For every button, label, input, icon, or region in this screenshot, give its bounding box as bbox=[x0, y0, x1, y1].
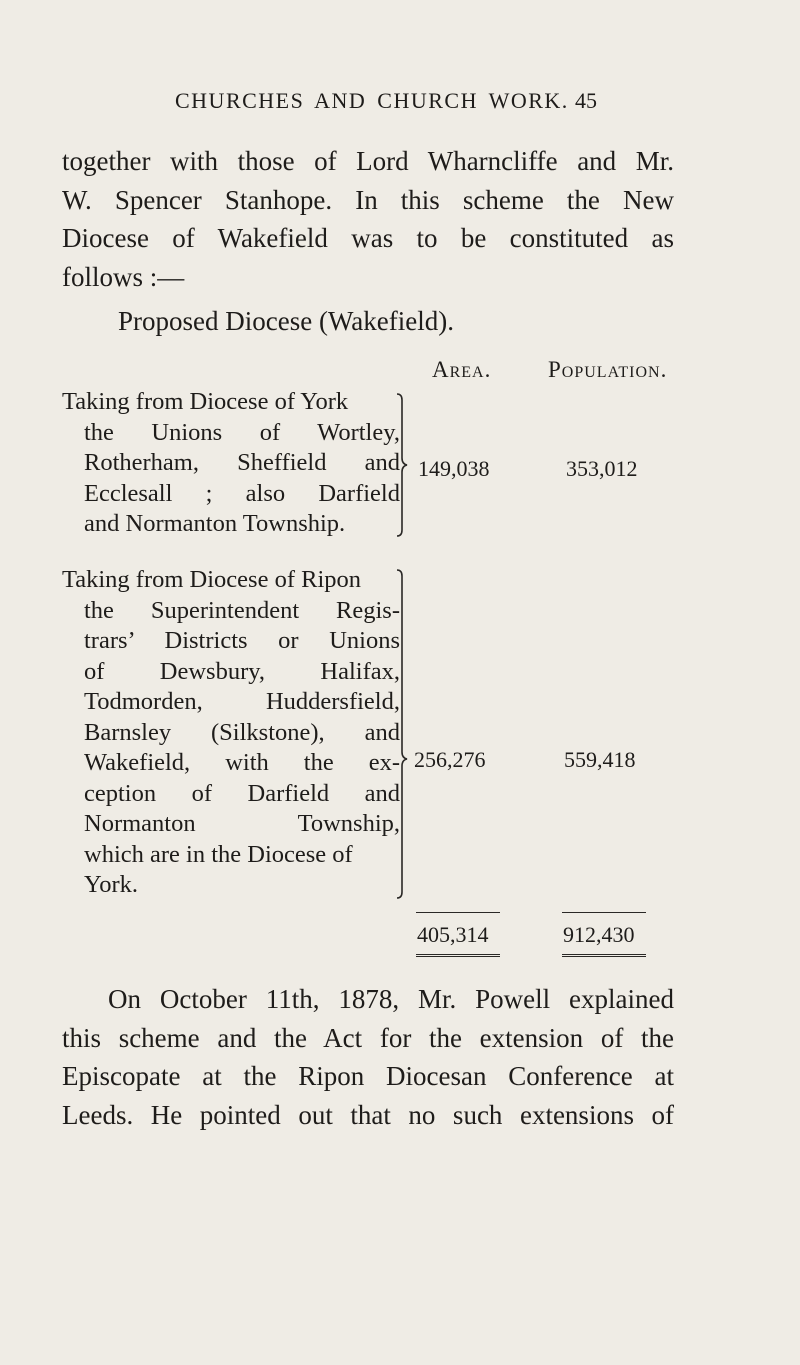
total-area: 405,314 bbox=[417, 922, 489, 947]
intro-paragraph bbox=[62, 142, 674, 296]
closing-line: Episcopate at the Ripon Diocesan Conference at bbox=[62, 1061, 674, 1091]
closing-line: Leeds. He pointed out that no such extensions of bbox=[62, 1099, 674, 1130]
row-text-line: Taking from Diocese of Ripon bbox=[62, 566, 362, 593]
row-text-line: the Unions of Wortley, bbox=[84, 418, 400, 446]
row-text-line: Barnsley (Silkstone), and bbox=[84, 718, 400, 746]
brace-ripon bbox=[394, 568, 410, 900]
row-text-line: and Normanton Township. bbox=[84, 510, 346, 537]
row-text-line: of Dewsbury, Halifax, bbox=[84, 657, 400, 685]
running-header bbox=[175, 88, 595, 114]
intro-line: Diocese of Wakefield was to be constituted as bbox=[62, 223, 674, 253]
brace-york bbox=[394, 392, 410, 538]
row-text-line: ception of Darfield and bbox=[84, 779, 400, 807]
table-row-york bbox=[62, 387, 400, 540]
intro-line: follows :— bbox=[62, 261, 185, 292]
table-caption: Proposed Diocese (Wakefield). bbox=[118, 306, 454, 336]
closing-line: On October 11th, 1878, Mr. Powell explained bbox=[108, 984, 674, 1014]
row-text-line: York. bbox=[84, 871, 139, 898]
area-value: 149,038 bbox=[418, 456, 490, 481]
row-text-line: Taking from Diocese of York bbox=[62, 388, 349, 415]
row-text-line: Normanton Township, bbox=[84, 810, 400, 837]
table-row-ripon bbox=[62, 565, 400, 901]
total-population: 912,430 bbox=[563, 922, 635, 947]
row-text-line: Wakefield, with the ex- bbox=[84, 749, 400, 776]
area-value: 256,276 bbox=[414, 747, 486, 772]
running-title: CHURCHES AND CHURCH WORK. bbox=[175, 88, 569, 113]
closing-line: this scheme and the Act for the extension of the bbox=[62, 1022, 674, 1053]
intro-line: W. Spencer Stanhope. In this scheme the New bbox=[62, 184, 674, 215]
double-rule-area bbox=[416, 954, 500, 957]
population-value: 559,418 bbox=[564, 747, 636, 772]
row-text-line: Todmorden, Huddersfield, bbox=[84, 688, 400, 715]
total-rule-area bbox=[416, 912, 500, 913]
column-header-population: Population. bbox=[548, 357, 668, 382]
population-value: 353,012 bbox=[566, 456, 638, 481]
row-text-line: the Superintendent Regis- bbox=[84, 596, 400, 624]
double-rule-population bbox=[562, 954, 646, 957]
closing-paragraph bbox=[62, 980, 674, 1134]
row-text-line: Ecclesall ; also Darfield bbox=[84, 479, 400, 507]
total-rule-population bbox=[562, 912, 646, 913]
row-text-line: Rotherham, Sheffield and bbox=[84, 449, 400, 476]
intro-line: together with those of Lord Wharncliffe and Mr. bbox=[62, 146, 674, 176]
row-text-line: trars’ Districts or Unions bbox=[84, 627, 400, 654]
page-number: 45 bbox=[575, 88, 597, 113]
row-text-line: which are in the Diocese of bbox=[84, 840, 353, 868]
column-header-area: Area. bbox=[432, 357, 492, 382]
